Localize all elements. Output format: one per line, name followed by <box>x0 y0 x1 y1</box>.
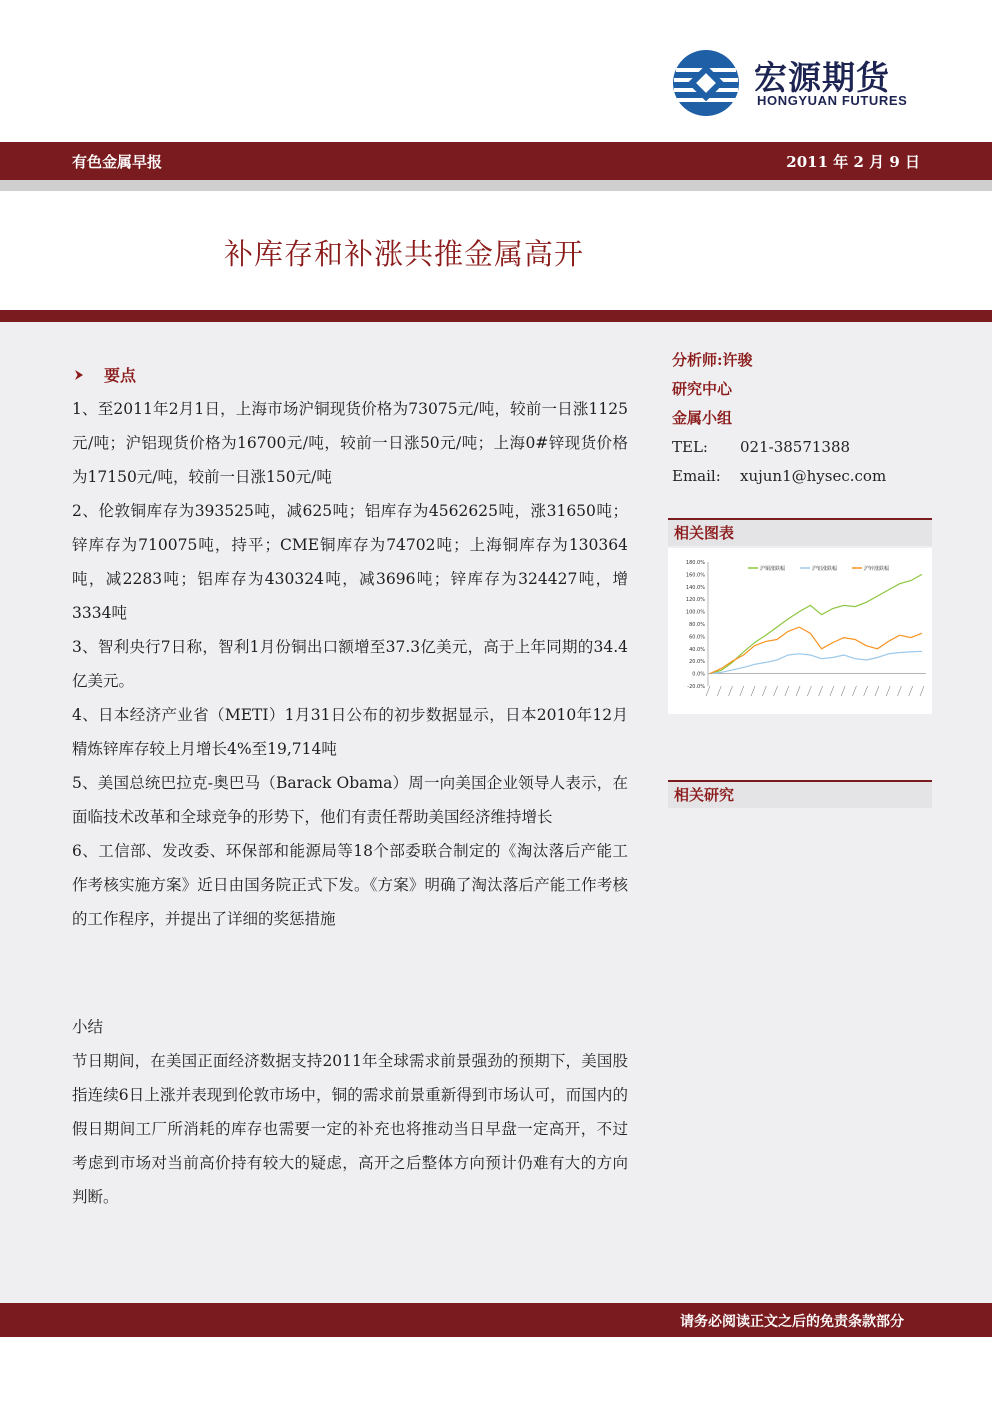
related-charts-header <box>668 518 932 546</box>
series-line <box>710 574 922 673</box>
arrow-bullet-icon <box>74 360 104 392</box>
x-tick-mark <box>774 686 778 696</box>
series-line <box>710 627 922 674</box>
x-tick-mark <box>706 686 710 696</box>
research-center: 研究中心 <box>672 380 733 398</box>
header-divider <box>0 180 992 191</box>
y-tick-label: 40.0% <box>689 646 705 653</box>
email-value[interactable]: xujun1@hysec.com <box>740 467 887 485</box>
x-tick-mark <box>740 686 744 696</box>
x-tick-mark <box>807 686 811 696</box>
y-tick-label: 0.0% <box>692 671 705 678</box>
x-tick-mark <box>886 686 890 696</box>
related-chart <box>668 548 932 714</box>
y-tick-label: -20.0% <box>687 684 705 690</box>
related-charts-label: 相关图表 <box>668 520 932 546</box>
report-type: 有色金属早报 <box>72 153 163 171</box>
key-points-heading <box>72 360 628 392</box>
report-title: 补库存和补涨共推金属高开 <box>223 237 584 271</box>
key-points <box>72 360 628 936</box>
brand-name-en: HONGYUAN FUTURES <box>757 93 908 108</box>
x-tick-mark <box>762 686 766 696</box>
email-row <box>672 462 932 491</box>
disclaimer-note[interactable]: 请务必阅读正文之后的免责条款部分 <box>680 1314 904 1330</box>
tel-row <box>672 433 932 462</box>
x-tick-mark <box>819 686 823 696</box>
y-tick-label: 80.0% <box>689 622 705 628</box>
y-tick-label: 160.0% <box>685 572 705 579</box>
y-tick-label: 120.0% <box>685 597 705 604</box>
summary-text: 节日期间，在美国正面经济数据支持2011年全球需求前景强劲的预期下，美国股指连续6日上涨并表现到伦敦市场中，铜的需求前景重新得到市场认可，而国内的假日期间工厂所消耗的库存也需要一定的补充也将推动当日早盘一定高开，不过考虑到市场对当前高价持有较大的疑虑，高开之后整体方向预计仍难有大的方向判断。 <box>72 1052 628 1206</box>
x-tick-mark <box>909 686 913 696</box>
metal-team: 金属小组 <box>672 409 733 427</box>
email-label: Email: <box>672 467 721 485</box>
x-tick-mark <box>897 686 901 696</box>
legend-label: 沪铝涨跌幅 <box>812 566 838 572</box>
x-tick-mark <box>729 686 733 696</box>
y-tick-label: 20.0% <box>689 659 705 666</box>
x-tick-mark <box>875 686 879 696</box>
report-date: 2011 年 2 月 9 日 <box>786 153 920 171</box>
x-tick-mark <box>796 686 800 696</box>
tel-label: TEL: <box>672 438 708 456</box>
x-tick-mark <box>830 686 834 696</box>
y-tick-label: 100.0% <box>685 609 705 616</box>
y-tick-label: 140.0% <box>685 584 705 591</box>
x-tick-mark <box>841 686 845 696</box>
key-point-item: 6、工信部、发改委、环保部和能源局等18个部委联合制定的《淘汰落后产能工作考核实施方案》近日由国务院正式下发。《方案》明确了淘汰落后产能工作考核的工作程序，并提出了详细的奖惩措施 <box>72 842 628 928</box>
x-tick-mark <box>751 686 755 696</box>
tel-value: 021-38571388 <box>740 438 851 456</box>
key-point-item: 3、智利央行7日称，智利1月份铜出口额增至37.3亿美元，高于上年同期的34.4亿美元。 <box>72 638 628 690</box>
x-tick-mark <box>864 686 868 696</box>
related-research-header <box>668 780 932 808</box>
key-point-item: 1、至2011年2月1日，上海市场沪铜现货价格为73075元/吨，较前一日涨1125元/吨；沪铝现货价格为16700元/吨，较前一日涨50元/吨；上海0#锌现货价格为17150元/吨，较前一日涨150元/吨 <box>72 400 628 486</box>
y-tick-label: 60.0% <box>689 634 705 641</box>
key-point-item: 2、伦敦铜库存为393525吨，减625吨；铝库存为4562625吨，涨31650吨；锌库存为710075吨，持平；CME铜库存为74702吨；上海铜库存为130364吨，减2283吨；铝库存为430324吨，减3696吨；锌库存为324427吨，增3334吨 <box>72 502 628 622</box>
y-tick-label: 180.0% <box>685 560 705 566</box>
x-tick-mark <box>785 686 789 696</box>
summary-heading: 小结 <box>72 1018 104 1036</box>
key-point-item: 5、美国总统巴拉克-奥巴马（Barack Obama）周一向美国企业领导人表示，在面临技术改革和全球竞争的形势下，他们有责任帮助美国经济维持增长 <box>72 774 628 826</box>
sidebar-contact <box>672 346 932 491</box>
legend-label: 沪锌涨跌幅 <box>864 566 890 572</box>
key-point-item: 4、日本经济产业省（METI）1月31日公布的初步数据显示，日本2010年12月精炼锌库存较上月增长4%至19,714吨 <box>72 706 628 758</box>
series-line <box>710 651 922 673</box>
summary <box>72 1010 628 1214</box>
legend-label: 沪铜涨跌幅 <box>760 566 786 572</box>
x-tick-mark <box>920 686 924 696</box>
related-research-label: 相关研究 <box>668 782 932 808</box>
analyst-name: 分析师:许骏 <box>672 351 753 369</box>
title-divider <box>0 310 992 322</box>
price-change-chart <box>668 548 932 714</box>
x-tick-mark <box>852 686 856 696</box>
brand-name-cn: 宏源期货 <box>754 58 890 97</box>
x-tick-mark <box>717 686 721 696</box>
key-points-heading-text: 要点 <box>104 366 137 385</box>
